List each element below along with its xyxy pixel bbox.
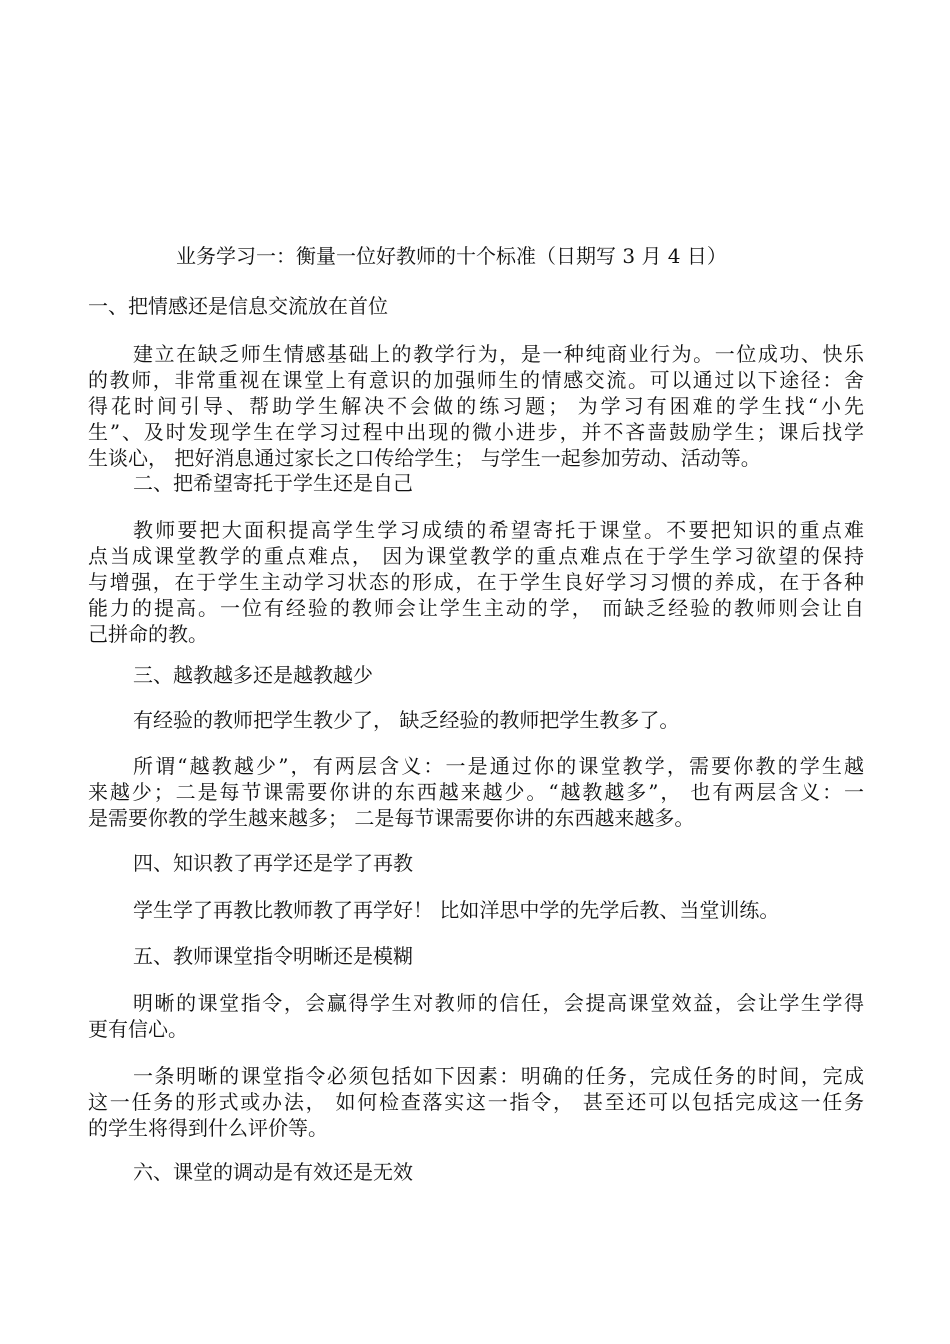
paragraph-1-line-3: 得花时间引导、帮助学生解决不会做的练习题； 为学习有困难的学生找“小先 [88, 394, 864, 418]
document-title: 业务学习一：衡量一位好教师的十个标准（日期写 3 月 4 日） [176, 244, 727, 268]
paragraph-2-line-1: 教师要把大面积提高学生学习成绩的希望寄托于课堂。不要把知识的重点难 [133, 518, 864, 542]
paragraph-2-line-5: 己拼命的教。 [88, 622, 208, 646]
section-heading-1: 一、把情感还是信息交流放在首位 [88, 294, 388, 318]
paragraph-4-line-2: 来越少；二是每节课需要你讲的东西越来越少。“越教越多”， 也有两层含义：一 [88, 780, 864, 804]
section-heading-2: 二、把希望寄托于学生还是自己 [133, 471, 413, 495]
section-heading-4: 四、知识教了再学还是学了再教 [133, 851, 413, 875]
paragraph-6-line-1: 明晰的课堂指令，会赢得学生对教师的信任，会提高课堂效益，会让学生学得 [133, 991, 864, 1015]
paragraph-1-line-2: 的教师，非常重视在课堂上有意识的加强师生的情感交流。可以通过以下途径：舍 [88, 368, 864, 392]
paragraph-1-line-4: 生”、及时发现学生在学习过程中出现的微小进步，并不吝啬鼓励学生；课后找学 [88, 420, 864, 444]
paragraph-7-line-3: 的学生将得到什么评价等。 [88, 1116, 328, 1140]
paragraph-6-line-2: 更有信心。 [88, 1017, 188, 1041]
paragraph-4-line-1: 所谓“越教越少”，有两层含义：一是通过你的课堂教学，需要你教的学生越 [133, 754, 864, 778]
section-heading-3: 三、越教越多还是越教越少 [133, 663, 373, 687]
paragraph-2-line-3: 与增强，在于学生主动学习状态的形成，在于学生良好学习习惯的养成，在于各种 [88, 570, 864, 594]
paragraph-7-line-2: 这一任务的形式或办法， 如何检查落实这一指令， 甚至还可以包括完成这一任务 [88, 1090, 864, 1114]
paragraph-5: 学生学了再教比教师教了再学好！ 比如洋思中学的先学后教、当堂训练。 [133, 898, 780, 922]
paragraph-2-line-2: 点当成课堂教学的重点难点， 因为课堂教学的重点难点在于学生学习欲望的保持 [88, 544, 864, 568]
paragraph-7-line-1: 一条明晰的课堂指令必须包括如下因素：明确的任务，完成任务的时间，完成 [133, 1064, 864, 1088]
paragraph-3: 有经验的教师把学生教少了， 缺乏经验的教师把学生教多了。 [133, 708, 680, 732]
paragraph-1-line-1: 建立在缺乏师生情感基础上的教学行为，是一种纯商业行为。一位成功、快乐 [133, 342, 864, 366]
paragraph-1-line-5: 生谈心， 把好消息通过家长之口传给学生； 与学生一起参加劳动、活动等。 [88, 446, 761, 470]
paragraph-2-line-4: 能力的提高。一位有经验的教师会让学生主动的学， 而缺乏经验的教师则会让自 [88, 596, 864, 620]
section-heading-5: 五、教师课堂指令明晰还是模糊 [133, 944, 413, 968]
section-heading-6: 六、课堂的调动是有效还是无效 [133, 1160, 413, 1184]
paragraph-4-line-3: 是需要你教的学生越来越多； 二是每节课需要你讲的东西越来越多。 [88, 806, 695, 830]
